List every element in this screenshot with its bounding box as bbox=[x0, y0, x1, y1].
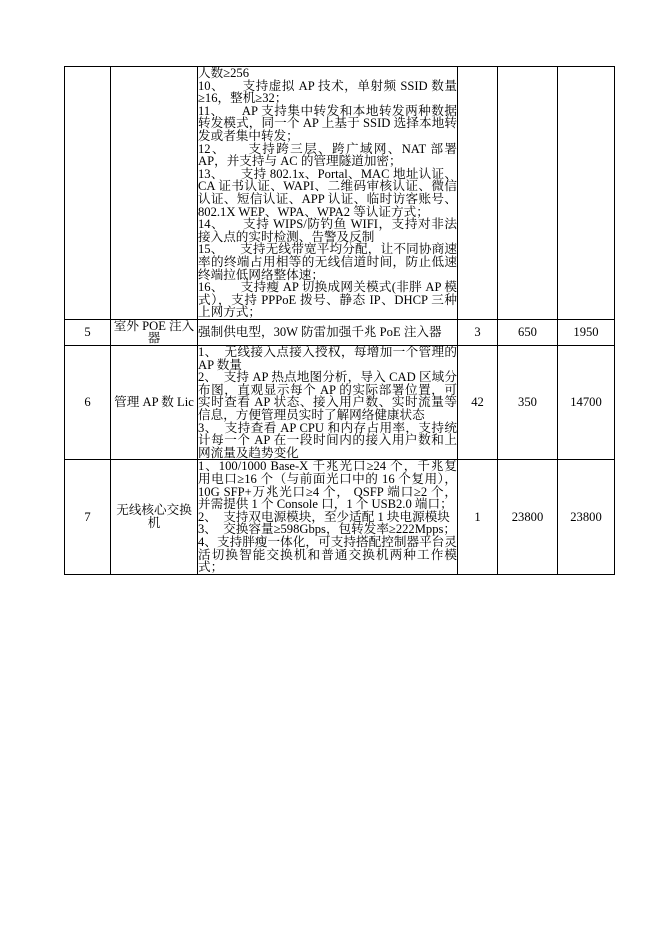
spec-line: 3、 交换容量≥598Gbps，包转发率≥222Mpps； bbox=[198, 522, 457, 537]
cell-serial-number: 5 bbox=[65, 319, 111, 345]
spec-line: 强制供电型，30W 防雷加强千兆 PoE 注入器 bbox=[198, 325, 442, 340]
cell-item-name: 无线核心交换机 bbox=[111, 460, 198, 574]
spec-line: 12、 支持跨三层、跨广域网、NAT 部署 AP，并支持与 AC 的管理隧道加密； bbox=[198, 141, 461, 169]
table-row bbox=[65, 67, 615, 320]
cell-quantity: 42 bbox=[458, 346, 498, 460]
spec-line: 4、支持胖瘦一体化，可支持搭配控制器平台灵活切换智能交换机和普通交换机两种工作模式； bbox=[198, 534, 457, 575]
cell-serial-number bbox=[65, 67, 111, 320]
spec-line: 13、 支持 802.1x、Portal、MAC 地址认证、CA 证书认证、WAPI、二维码审核认证、微信认证、短信认证、APP 认证、临时访客账号、802.1X WEP、WPA、WPA2 等认证方式； bbox=[198, 166, 457, 219]
cell-quantity: 1 bbox=[458, 460, 498, 574]
table-row bbox=[65, 319, 615, 345]
cell-specification bbox=[198, 460, 458, 574]
spec-table-container bbox=[64, 66, 614, 575]
specification-table bbox=[64, 66, 615, 575]
table-body bbox=[65, 67, 615, 575]
table-row bbox=[65, 346, 615, 460]
cell-item-name bbox=[111, 67, 198, 320]
spec-line: 11、 AP 支持集中转发和本地转发两种数据转发模式，同一个 AP 上基于 SSID 选择本地转发或者集中转发； bbox=[198, 103, 457, 143]
cell-serial-number: 7 bbox=[65, 460, 111, 574]
table-row bbox=[65, 460, 615, 574]
cell-item-name: 管理 AP 数 Lic bbox=[111, 346, 198, 460]
cell-serial-number: 6 bbox=[65, 346, 111, 460]
cell-unit-price: 23800 bbox=[498, 460, 558, 574]
cell-amount: 14700 bbox=[558, 346, 615, 460]
cell-amount: 1950 bbox=[558, 319, 615, 345]
spec-line: 1、 无线接入点接入授权，每增加一个管理的 AP 数量 bbox=[198, 345, 461, 372]
cell-specification bbox=[198, 345, 461, 460]
cell-unit-price: 650 bbox=[498, 319, 558, 345]
spec-line: 2、 支持 AP 热点地图分析，导入 CAD 区域分布图，直观显示每个 AP 的实际部署位置，可实时查看 AP 状态、接入用户数、实时流量等信息，方便管理员实时了解网络健康状态 bbox=[198, 370, 457, 423]
spec-line: 15、 支持无线带宽平均分配，让不同协商速率的终端占用相等的无线信道时间，防止低速终端拉低网络整体速； bbox=[198, 242, 457, 282]
cell-amount: 23800 bbox=[558, 460, 615, 574]
spec-line: 3、 支持查看 AP CPU 和内存占用率，支持统计每一个 AP 在一段时间内的接入用户数和上网流量及趋势变化 bbox=[198, 420, 457, 460]
spec-line: 10、 支持虚拟 AP 技术，单射频 SSID 数量≥16，整机≥32； bbox=[198, 78, 457, 106]
cell-amount bbox=[558, 67, 615, 320]
spec-line: 1、100/1000 Base-X 千兆光口≥24 个，千兆复用电口≥16 个（与前面光口中的 16 个复用），10G SFP+万兆光口≥4 个， QSFP 端口≥2 个，并需提供 1 个 Console 口，1 个 USB2.0 端口； bbox=[198, 459, 457, 512]
spec-line: 16、 支持瘦 AP 切换成网关模式(非胖 AP 模式），支持 PPPoE 拨号、静态 IP、DHCP 三种上网方式； bbox=[198, 280, 457, 320]
cell-specification bbox=[198, 319, 458, 345]
cell-unit-price bbox=[498, 67, 558, 320]
spec-line: 14、 支持 WIPS/防钓鱼 WIFI，支持对非法接入点的实时检测、告警及反制 bbox=[198, 217, 457, 244]
cell-quantity: 3 bbox=[458, 319, 498, 345]
spec-line: 人数≥256 bbox=[198, 66, 249, 80]
cell-specification bbox=[198, 66, 461, 320]
cell-item-name: 室外 POE 注入器 bbox=[111, 319, 198, 345]
cell-unit-price: 350 bbox=[498, 346, 558, 460]
cell-quantity bbox=[458, 67, 498, 320]
spec-line: 2、 支持双电源模块，至少适配 1 块电源模块 bbox=[198, 509, 450, 524]
